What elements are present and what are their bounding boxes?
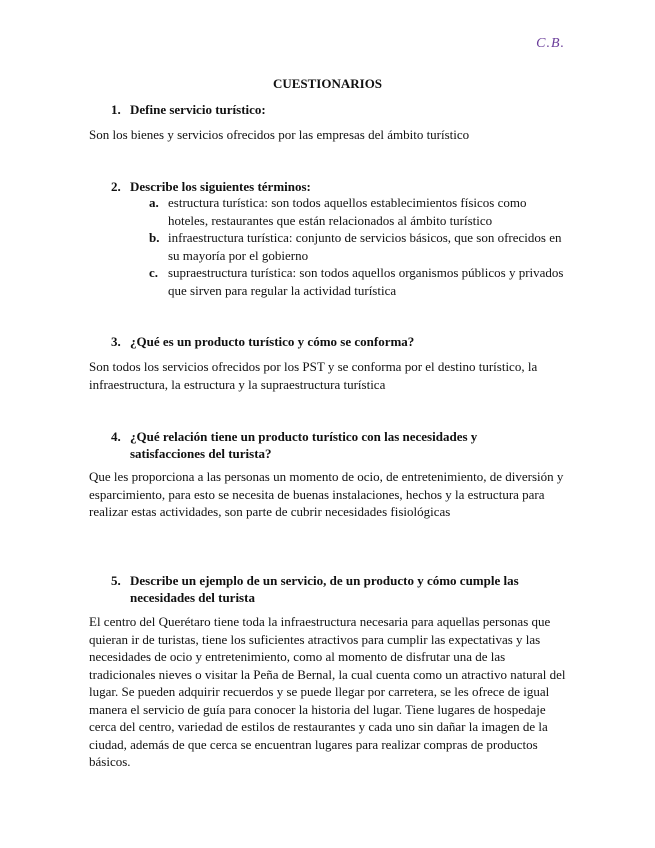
question-1-number: 1. xyxy=(111,102,121,117)
answer-3: Son todos los servicios ofrecidos por los PST y se conforma por el destino turístico, la infraestructura, la estructura y la supraestructura turística xyxy=(89,359,538,392)
term-text-b: infraestructura turística: conjunto de servicios básicos, que son ofrecidos en su mayoría por el gobierno xyxy=(168,230,562,263)
question-4-number: 4. xyxy=(111,429,121,444)
term-item-b xyxy=(149,229,569,264)
question-3 xyxy=(111,333,571,350)
term-item-c xyxy=(149,264,569,299)
question-5-number: 5. xyxy=(111,573,121,588)
initials: C.B. xyxy=(536,36,565,51)
question-5 xyxy=(111,572,551,606)
question-1-text: Define servicio turístico: xyxy=(130,102,266,117)
answer-1: Son los bienes y servicios ofrecidos por las empresas del ámbito turístico xyxy=(89,127,470,142)
answer-4: Que les proporciona a las personas un momento de ocio, de entretenimiento, de diversión y esparcimiento, para esto se necesita de buenas instalaciones, hechos y la estructura para realizar estas actividades, son parte de cubrir necesidades fisiológicas xyxy=(89,469,564,519)
question-1 xyxy=(111,101,571,118)
question-4-text: ¿Qué relación tiene un producto turístico con las necesidades y satisfacciones del turista? xyxy=(130,429,478,461)
term-item-a xyxy=(149,194,569,229)
term-letter-c: c. xyxy=(149,265,159,280)
term-text-a: estructura turística: son todos aquellos establecimientos físicos como hoteles, restaurantes que están relacionados al ámbito turístico xyxy=(168,195,527,228)
term-letter-b: b. xyxy=(149,230,160,245)
question-3-text: ¿Qué es un producto turístico y cómo se conforma? xyxy=(130,334,415,349)
question-2-number: 2. xyxy=(111,179,121,194)
page-title: CUESTIONARIOS xyxy=(272,76,383,91)
term-letter-a: a. xyxy=(149,195,159,210)
question-2 xyxy=(111,178,571,195)
term-text-c: supraestructura turística: son todos aquellos organismos públicos y privados que sirven para regular la actividad turística xyxy=(168,265,564,298)
answer-5: El centro del Querétaro tiene toda la infraestructura necesaria para aquellas personas que quieran ir de turistas, tiene los suficientes atractivos para cumplir las expectativas y las necesidades de ocio y entretenimiento, como al momento de disfrutar una de las tradicionales nieves o visitar la Peña de Bernal, la cual cuenta como un atractivo natural del lugar. Se pueden adquirir recuerdos y se puede llegar por carretera, se les ofrece de igual manera el servicio de guía para conocer la historia del lugar. Tiene lugares de hospedaje cerca del centro, variedad de estilos de restaurantes y cada uno sin dañar la imagen de la ciudad, además de que cerca se encuentran lugares para realizar compras de productos básicos. xyxy=(89,614,566,769)
question-5-text: Describe un ejemplo de un servicio, de un producto y cómo cumple las necesidades del turista xyxy=(130,573,519,605)
question-2-text: Describe los siguientes términos: xyxy=(130,179,311,194)
question-4 xyxy=(111,428,531,462)
question-3-number: 3. xyxy=(111,334,121,349)
